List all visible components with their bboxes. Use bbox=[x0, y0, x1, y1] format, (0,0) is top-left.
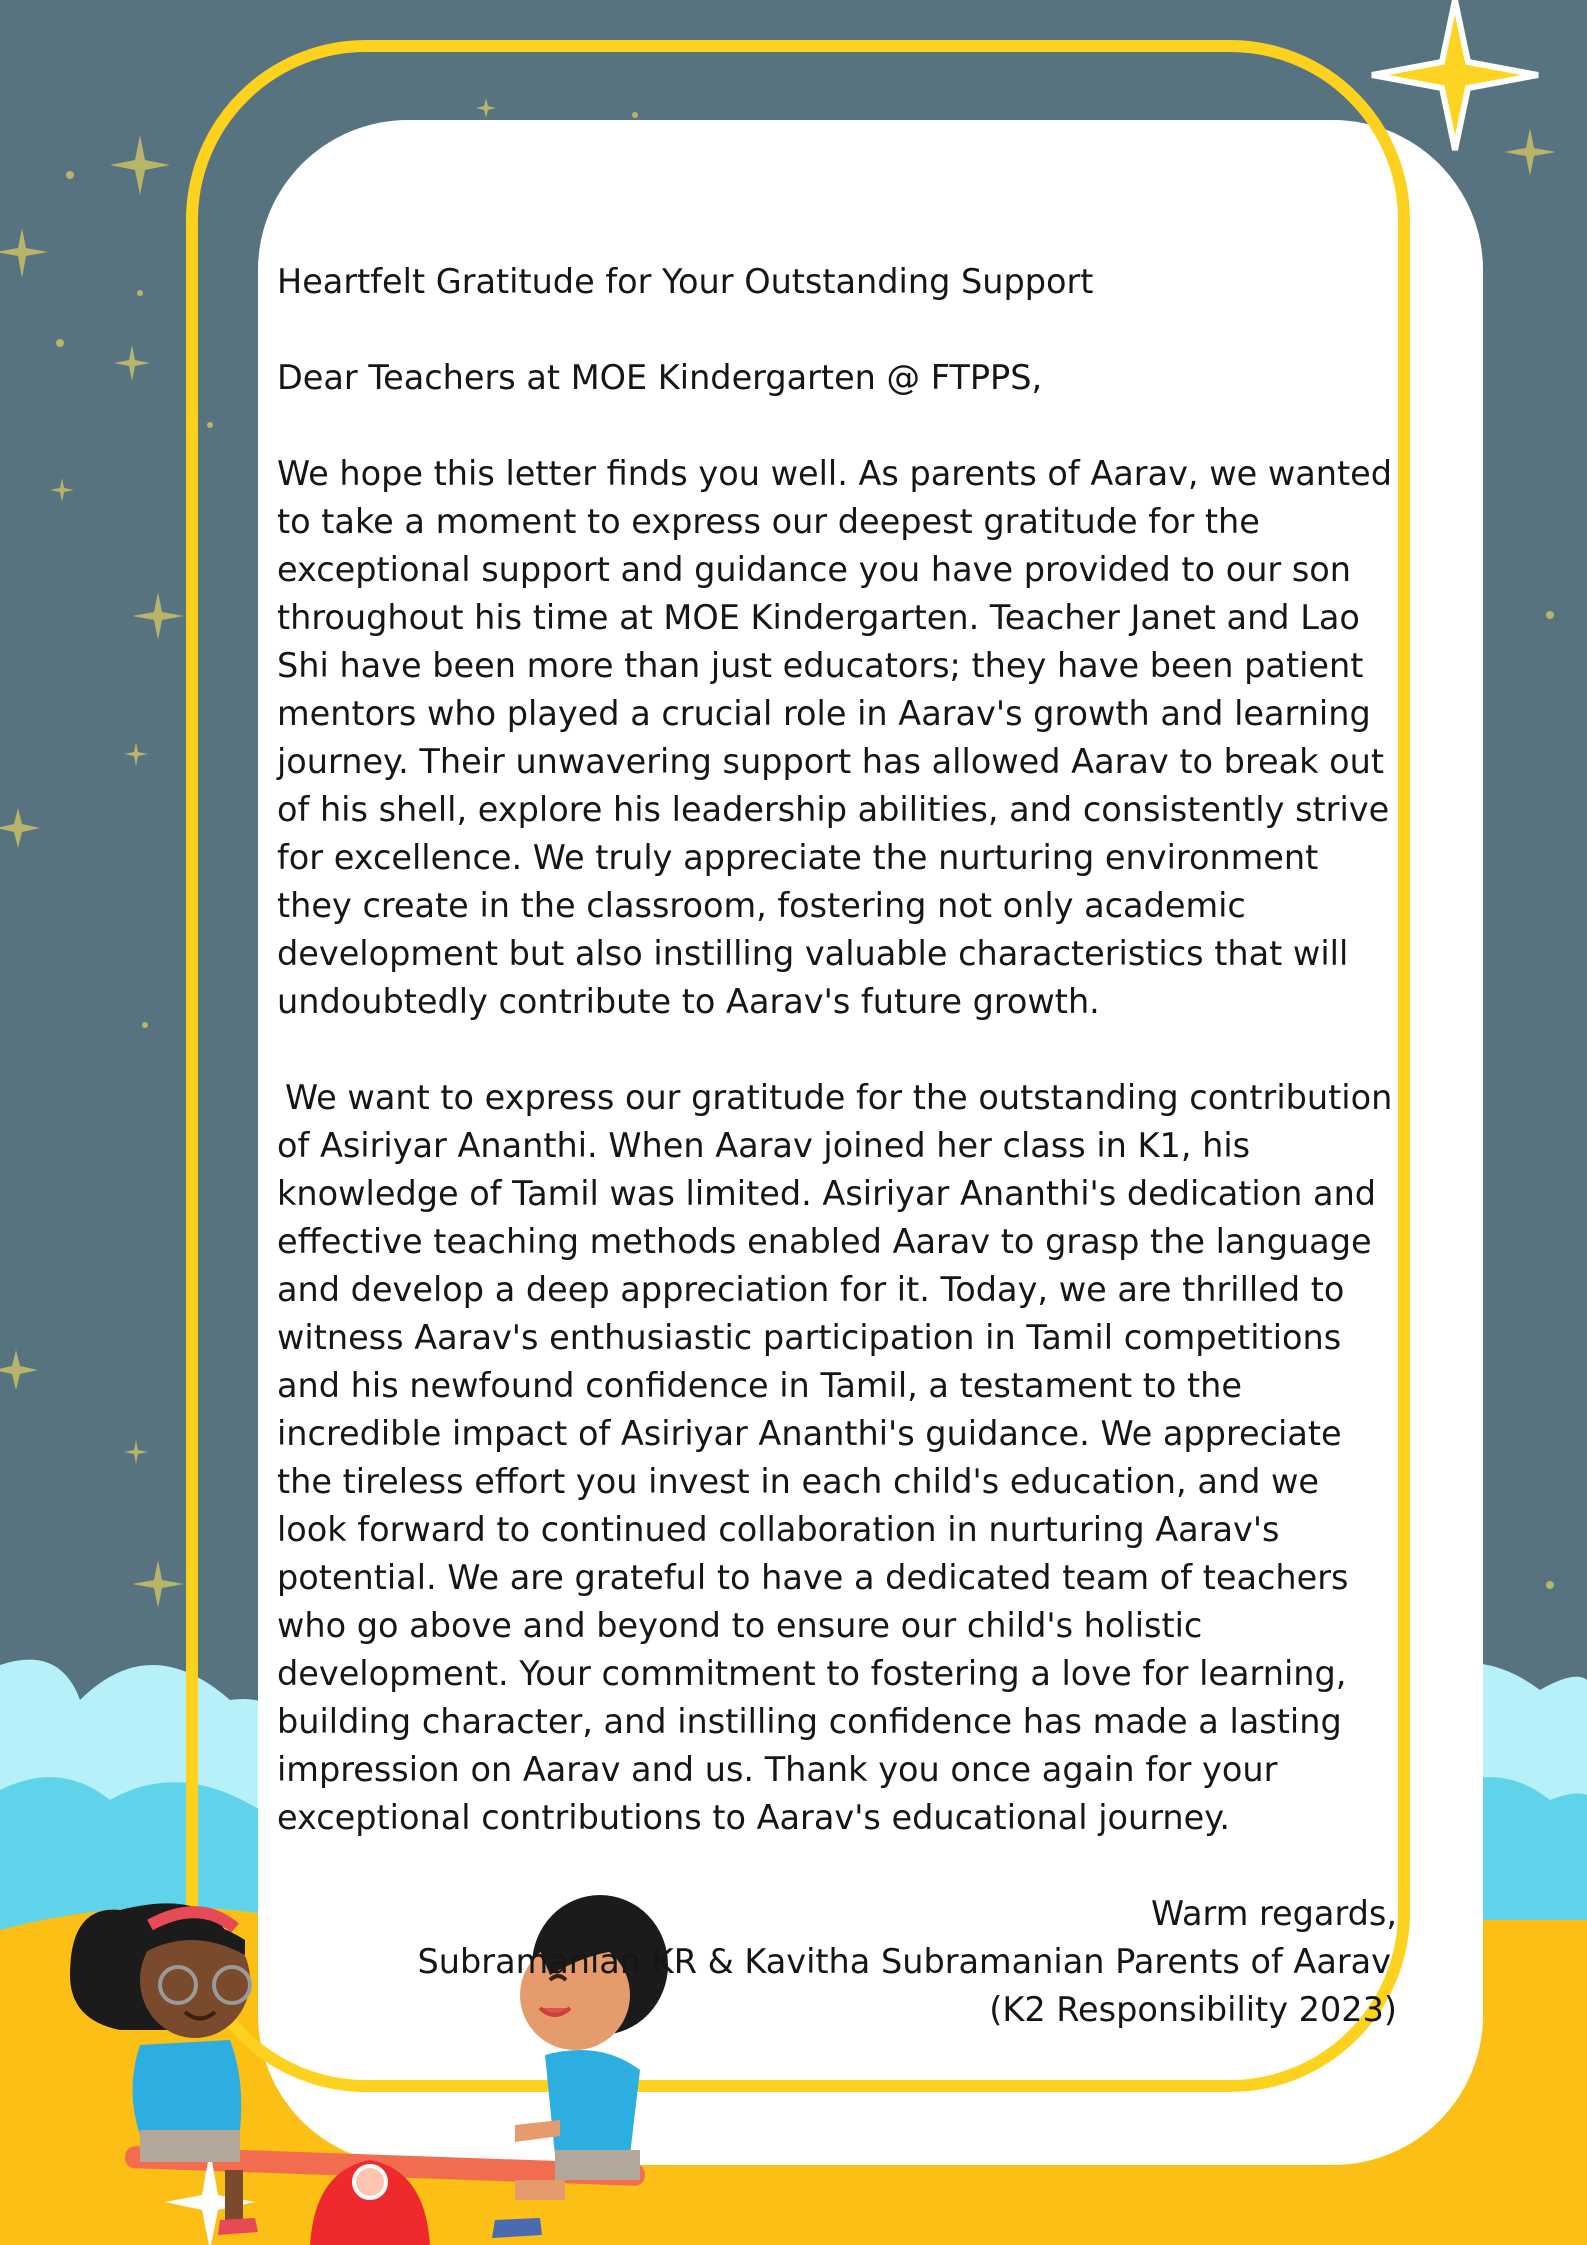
girl-illustration-icon bbox=[70, 1903, 258, 2235]
letter-closing: Warm regards, bbox=[1151, 1894, 1397, 1933]
letter-signature-note: (K2 Responsibility 2023) bbox=[989, 1990, 1397, 2029]
sparkle-icon bbox=[1360, 0, 1540, 155]
letter-paragraph-2: We want to express our gratitude for the outstanding contribution of Asiriyar Ananthi. When Aarav joined her class in K1, his knowledge of Tamil was limited. Asiriyar Ananthi's dedication and effective teaching methods enabled Aarav to grasp the language and develop a deep appreciation for it. Today, we are thrilled to witness Aarav's enthusiastic participation in Tamil competitions and his newfound confidence in Tamil, a testament to the incredible impact of Asiriyar Ananthi's guidance. We appreciate the tireless effort you invest in each child's education, and we look forward to continued collaboration in nurturing Aarav's potential. We are grateful to have a dedicated team of teachers who go above and beyond to ensure our child's holistic development. Your commitment to fostering a love for learning, building character, and instilling confidence has made a lasting impression on Aarav and us. Thank you once again for your exceptional contributions to Aarav's educational journey. bbox=[277, 1078, 1393, 1837]
letter-salutation: Dear Teachers at MOE Kindergarten @ FTPPS, bbox=[277, 358, 1043, 397]
letter-paragraph-1: We hope this letter finds you well. As parents of Aarav, we wanted to take a moment to express our deepest gratitude for the exceptional support and guidance you have provided to our son throughout his time at MOE Kindergarten. Teacher Janet and Lao Shi have been more than just educators; they have been patient mentors who played a crucial role in Aarav's growth and learning journey. Their unwavering support has allowed Aarav to break out of his shell, explore his leadership abilities, and consistently strive for excellence. We truly appreciate the nurturing environment they create in the classroom, fostering not only academic development but also instilling valuable characteristics that will undoubtedly contribute to Aarav's future growth. bbox=[277, 454, 1393, 1021]
letter-body bbox=[277, 258, 1397, 2034]
letter-subject: Heartfelt Gratitude for Your Outstanding Support bbox=[277, 262, 1094, 301]
letter-signature: Subramanian KR & Kavitha Subramanian Parents of Aarav bbox=[417, 1942, 1391, 1981]
